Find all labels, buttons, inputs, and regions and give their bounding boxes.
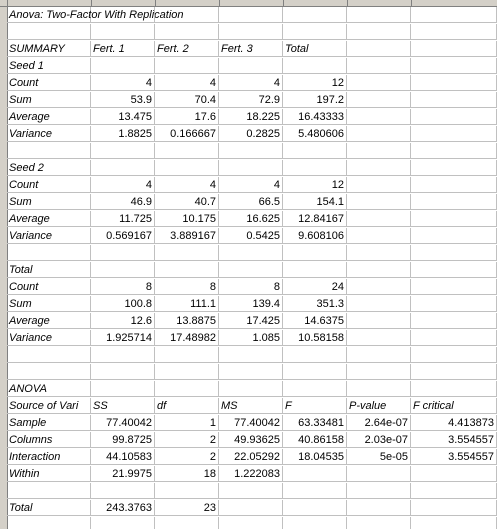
cell[interactable] [155, 160, 219, 176]
cell[interactable] [411, 347, 497, 363]
cell[interactable] [155, 7, 219, 23]
cell[interactable]: 18.225 [219, 109, 283, 125]
cell[interactable] [347, 381, 411, 397]
cell[interactable] [347, 41, 411, 57]
cell[interactable] [411, 466, 497, 482]
cell[interactable] [347, 143, 411, 159]
cell[interactable] [411, 177, 497, 193]
cell[interactable] [155, 58, 219, 74]
cell[interactable]: 1 [155, 415, 219, 431]
cell[interactable] [283, 24, 347, 40]
cell[interactable] [7, 143, 91, 159]
cell[interactable] [219, 7, 283, 23]
cell[interactable]: 14.6375 [283, 313, 347, 329]
cell[interactable]: 40.7 [155, 194, 219, 210]
cell[interactable] [155, 364, 219, 380]
cell[interactable] [411, 500, 497, 516]
cell[interactable] [347, 483, 411, 499]
cell[interactable] [219, 347, 283, 363]
cell[interactable]: Variance [7, 126, 91, 142]
cell[interactable]: Seed 1 [7, 58, 91, 74]
cell[interactable]: Sample [7, 415, 91, 431]
cell[interactable]: 10.175 [155, 211, 219, 227]
cell[interactable]: Sum [7, 296, 91, 312]
cell[interactable]: 12 [283, 177, 347, 193]
cell[interactable] [7, 347, 91, 363]
cell[interactable]: 63.33481 [283, 415, 347, 431]
cell[interactable] [219, 262, 283, 278]
cell[interactable]: 4 [91, 75, 155, 91]
cell[interactable]: 21.9975 [91, 466, 155, 482]
cell[interactable]: 23 [155, 500, 219, 516]
cell[interactable] [283, 143, 347, 159]
cell[interactable]: Within [7, 466, 91, 482]
cell[interactable] [411, 364, 497, 380]
cell[interactable] [219, 143, 283, 159]
cell[interactable]: 1.222083 [219, 466, 283, 482]
cell[interactable] [283, 160, 347, 176]
cell[interactable] [347, 7, 411, 23]
cell[interactable] [283, 364, 347, 380]
cell[interactable] [91, 58, 155, 74]
cell[interactable] [283, 347, 347, 363]
cell[interactable]: Average [7, 313, 91, 329]
cell[interactable]: 49.93625 [219, 432, 283, 448]
cell[interactable] [283, 245, 347, 261]
cell[interactable] [347, 228, 411, 244]
cell[interactable]: 4 [219, 177, 283, 193]
cell[interactable]: 13.475 [91, 109, 155, 125]
cell[interactable]: 4.413873 [411, 415, 497, 431]
cell[interactable] [411, 211, 497, 227]
cell[interactable] [347, 279, 411, 295]
cell[interactable] [283, 483, 347, 499]
cell[interactable]: 4 [91, 177, 155, 193]
cell[interactable]: 12 [283, 75, 347, 91]
cell[interactable]: F [283, 398, 347, 414]
cell[interactable]: 0.5425 [219, 228, 283, 244]
cell[interactable] [7, 364, 91, 380]
cell[interactable] [411, 313, 497, 329]
cell[interactable] [7, 483, 91, 499]
cell[interactable] [91, 381, 155, 397]
cell[interactable] [283, 262, 347, 278]
cell[interactable]: Variance [7, 228, 91, 244]
cell[interactable] [347, 177, 411, 193]
cell[interactable]: df [155, 398, 219, 414]
cell[interactable]: 9.608106 [283, 228, 347, 244]
cell[interactable] [411, 279, 497, 295]
cell[interactable]: MS [219, 398, 283, 414]
cell[interactable] [91, 364, 155, 380]
cell[interactable] [347, 466, 411, 482]
cell[interactable] [347, 92, 411, 108]
cell[interactable]: 18 [155, 466, 219, 482]
cell[interactable]: Fert. 3 [219, 41, 283, 57]
cell[interactable] [347, 517, 411, 529]
cell[interactable] [411, 160, 497, 176]
cell[interactable]: 2.64e-07 [347, 415, 411, 431]
cell[interactable]: 4 [155, 75, 219, 91]
cell[interactable] [411, 109, 497, 125]
cell[interactable] [219, 58, 283, 74]
cell[interactable]: 72.9 [219, 92, 283, 108]
cell[interactable] [91, 7, 155, 23]
cell[interactable] [219, 483, 283, 499]
cell[interactable]: 12.6 [91, 313, 155, 329]
cell[interactable] [219, 24, 283, 40]
cell[interactable]: Columns [7, 432, 91, 448]
cell[interactable]: 111.1 [155, 296, 219, 312]
cell[interactable] [91, 24, 155, 40]
cell[interactable] [411, 126, 497, 142]
cell[interactable] [411, 262, 497, 278]
cell[interactable]: 0.2825 [219, 126, 283, 142]
cell[interactable]: 44.10583 [91, 449, 155, 465]
cell[interactable]: 40.86158 [283, 432, 347, 448]
cell[interactable]: Fert. 1 [91, 41, 155, 57]
cell[interactable]: Sum [7, 92, 91, 108]
cell[interactable] [411, 194, 497, 210]
cell[interactable] [91, 245, 155, 261]
cell[interactable]: 5.480606 [283, 126, 347, 142]
cell[interactable] [347, 296, 411, 312]
cell[interactable]: 0.569167 [91, 228, 155, 244]
cell[interactable] [411, 75, 497, 91]
cell[interactable]: 243.3763 [91, 500, 155, 516]
cell[interactable]: 154.1 [283, 194, 347, 210]
cell[interactable] [347, 330, 411, 346]
cell[interactable]: 4 [155, 177, 219, 193]
cell[interactable] [155, 143, 219, 159]
cell[interactable] [347, 211, 411, 227]
cell[interactable]: 70.4 [155, 92, 219, 108]
cell[interactable] [347, 313, 411, 329]
cell[interactable] [411, 24, 497, 40]
cell[interactable] [411, 296, 497, 312]
cell[interactable] [7, 517, 91, 529]
cell[interactable]: F critical [411, 398, 497, 414]
cell[interactable]: 46.9 [91, 194, 155, 210]
cell[interactable]: Sum [7, 194, 91, 210]
cell[interactable] [347, 109, 411, 125]
cell[interactable] [91, 517, 155, 529]
cell[interactable] [219, 381, 283, 397]
cell[interactable] [347, 126, 411, 142]
cell[interactable]: 11.725 [91, 211, 155, 227]
cell[interactable]: 0.166667 [155, 126, 219, 142]
cell[interactable] [155, 347, 219, 363]
cell[interactable] [91, 347, 155, 363]
cell[interactable] [91, 262, 155, 278]
cell[interactable] [347, 58, 411, 74]
cell[interactable]: 17.6 [155, 109, 219, 125]
cell[interactable]: 77.40042 [219, 415, 283, 431]
cell[interactable] [155, 262, 219, 278]
cell[interactable] [283, 517, 347, 529]
cell[interactable] [155, 24, 219, 40]
cell[interactable] [219, 517, 283, 529]
cell[interactable]: P-value [347, 398, 411, 414]
cell[interactable]: Anova: Two-Factor With Replication [9, 9, 184, 21]
cell[interactable] [7, 245, 91, 261]
column-header-bar[interactable] [0, 0, 497, 7]
cell[interactable] [347, 245, 411, 261]
cell[interactable]: Count [7, 75, 91, 91]
cell[interactable]: 12.84167 [283, 211, 347, 227]
cell[interactable]: Count [7, 177, 91, 193]
cell[interactable]: 66.5 [219, 194, 283, 210]
cell[interactable]: 3.554557 [411, 449, 497, 465]
cell[interactable] [347, 75, 411, 91]
cell[interactable]: 10.58158 [283, 330, 347, 346]
cell[interactable] [347, 262, 411, 278]
cell[interactable] [155, 517, 219, 529]
cell[interactable]: 2 [155, 449, 219, 465]
cell[interactable]: Fert. 2 [155, 41, 219, 57]
cell[interactable]: Total [7, 262, 91, 278]
cell[interactable]: 5e-05 [347, 449, 411, 465]
cell[interactable]: 18.04535 [283, 449, 347, 465]
cell[interactable]: 3.554557 [411, 432, 497, 448]
cell[interactable] [411, 92, 497, 108]
cell[interactable]: Average [7, 109, 91, 125]
cell[interactable]: 197.2 [283, 92, 347, 108]
cell[interactable]: 77.40042 [91, 415, 155, 431]
cell[interactable] [411, 143, 497, 159]
cell[interactable] [91, 483, 155, 499]
cell[interactable]: 1.8825 [91, 126, 155, 142]
cell[interactable]: 139.4 [219, 296, 283, 312]
cell[interactable]: 22.05292 [219, 449, 283, 465]
cell[interactable]: 2.03e-07 [347, 432, 411, 448]
cell[interactable]: 16.43333 [283, 109, 347, 125]
cell[interactable] [411, 381, 497, 397]
cell[interactable] [347, 194, 411, 210]
cell[interactable] [347, 24, 411, 40]
cell[interactable]: Interaction [7, 449, 91, 465]
cell[interactable]: Average [7, 211, 91, 227]
cell[interactable]: 3.889167 [155, 228, 219, 244]
cell[interactable] [7, 24, 91, 40]
cell[interactable]: 8 [219, 279, 283, 295]
cell[interactable] [155, 381, 219, 397]
cell[interactable] [91, 160, 155, 176]
cell[interactable]: 1.925714 [91, 330, 155, 346]
cell[interactable] [411, 517, 497, 529]
cell[interactable] [347, 364, 411, 380]
cell[interactable]: 4 [219, 75, 283, 91]
cell[interactable] [219, 245, 283, 261]
cell[interactable]: ANOVA [7, 381, 91, 397]
cell[interactable] [347, 347, 411, 363]
cell[interactable]: 100.8 [91, 296, 155, 312]
cell[interactable]: 1.085 [219, 330, 283, 346]
cell[interactable] [283, 7, 347, 23]
cell[interactable]: Source of Vari [7, 398, 91, 414]
cell[interactable]: SS [91, 398, 155, 414]
cell[interactable] [283, 381, 347, 397]
cell[interactable]: 16.625 [219, 211, 283, 227]
cell[interactable]: 2 [155, 432, 219, 448]
cell[interactable] [219, 500, 283, 516]
cell[interactable] [219, 160, 283, 176]
cell[interactable]: 351.3 [283, 296, 347, 312]
cell[interactable] [283, 500, 347, 516]
cell[interactable]: Total [7, 500, 91, 516]
cell[interactable] [411, 228, 497, 244]
cell[interactable]: Seed 2 [7, 160, 91, 176]
cell[interactable]: 24 [283, 279, 347, 295]
cell[interactable]: Variance [7, 330, 91, 346]
cell[interactable]: 8 [91, 279, 155, 295]
cell[interactable] [411, 330, 497, 346]
cell[interactable]: 17.425 [219, 313, 283, 329]
cell[interactable]: Total [283, 41, 347, 57]
cell[interactable] [411, 7, 497, 23]
cell[interactable] [411, 245, 497, 261]
cell[interactable]: 8 [155, 279, 219, 295]
cell[interactable] [283, 466, 347, 482]
cell[interactable]: SUMMARY [7, 41, 91, 57]
cell[interactable] [155, 483, 219, 499]
cell[interactable]: 99.8725 [91, 432, 155, 448]
cell[interactable]: 13.8875 [155, 313, 219, 329]
cell[interactable] [411, 483, 497, 499]
cell[interactable] [91, 143, 155, 159]
cell[interactable]: 17.48982 [155, 330, 219, 346]
cell[interactable] [347, 500, 411, 516]
cell[interactable] [411, 41, 497, 57]
cell[interactable]: 53.9 [91, 92, 155, 108]
cell[interactable] [347, 160, 411, 176]
cell[interactable]: Count [7, 279, 91, 295]
cell[interactable] [283, 58, 347, 74]
cell[interactable] [219, 364, 283, 380]
cell[interactable] [411, 58, 497, 74]
cell[interactable] [155, 245, 219, 261]
